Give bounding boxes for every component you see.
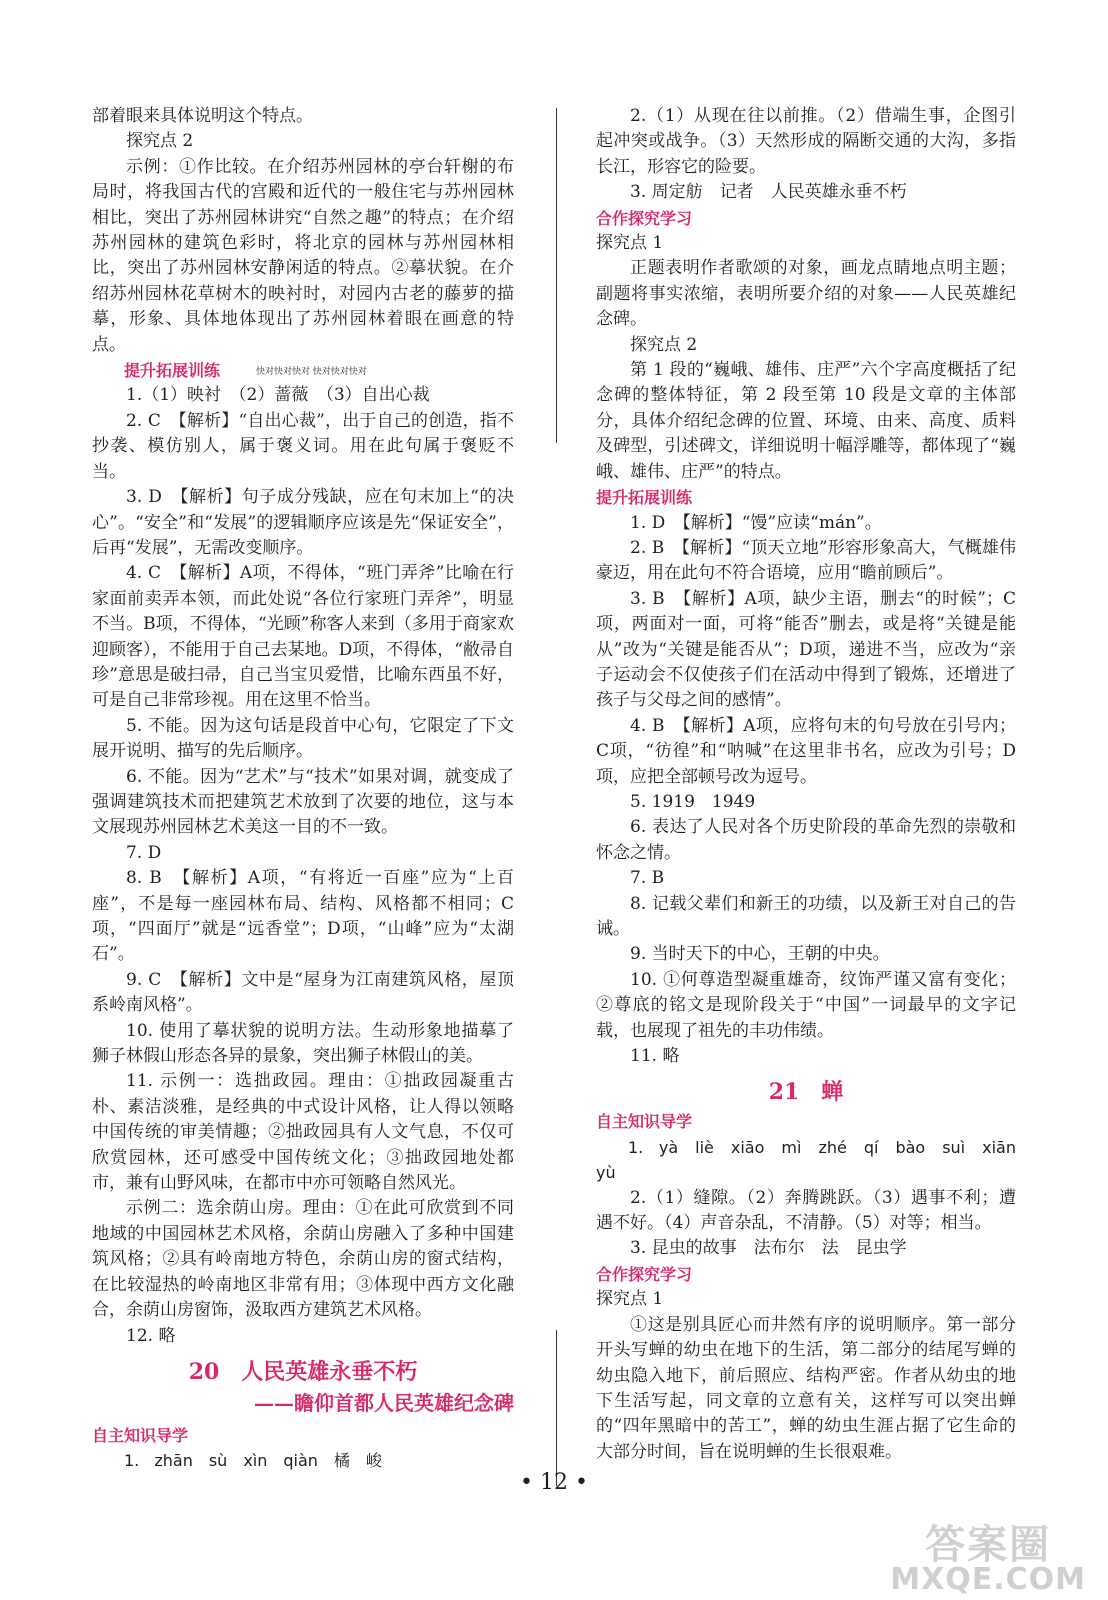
answer-item: 7. D [126, 842, 162, 863]
paragraph: 正题表明作者歌颂的对象，画龙点睛地点明主题；副题将事实浓缩，表明所要介绍的对象——人民英雄纪念碑。 [596, 258, 1016, 330]
answer-item: 2.（1）缝隙。（2）奔腾跳跃。（3）遇事不利；遭遇不好。（4）声音杂乱，不清静。（5）对等；相当。 [596, 1187, 1016, 1234]
answer-item: 10. ①何尊造型凝重雄奇，纹饰严谨又富有变化；②尊底的铭文是现阶段关于“中国”一词最早的文字记载，也展现了祖先的丰功伟绩。 [596, 969, 1016, 1041]
left-column [92, 104, 514, 1474]
section-label: 探究点 1 [596, 1289, 664, 1310]
answer-item: 5. 1919 1949 [630, 791, 756, 812]
lesson-title: 20 人民英雄永垂不朽 [188, 1358, 418, 1385]
page-number: • 12 • [520, 1470, 588, 1495]
section-label: 探究点 1 [596, 233, 664, 254]
answer-item: 10. 使用了摹状貌的说明方法。生动形象地描摹了狮子林假山形态各异的景象，突出狮子林假山的美。 [92, 1020, 514, 1067]
answer-item: 6. 不能。因为“艺术”与“技术”如果对调，就变成了强调建筑技术而把建筑艺术放到了次要的地位，这与本文展现苏州园林艺术美这一目的不一致。 [92, 766, 514, 838]
paragraph: 示例：①作比较。在介绍苏州园林的亭台轩榭的布局时，将我国古代的宫殿和近代的一般住宅与苏州园林相比，突出了苏州园林讲究“自然之趣”的特点；在介绍苏州园林的建筑色彩时，将北京的园林与苏州园林相比，突出了苏州园林安静闲适的特点。②摹状貌。在介绍苏州园林花草树木的映衬时，对园内古老的藤萝的描摹，形象、具体地体现出了苏州园林着眼在画意的特点。 [92, 156, 514, 355]
answer-item: 8. B 【解析】A项，“有将近一百座”应为“上百座”，不是每一座园林布局、结构、风格都不相同；C项，“四面厅”就是“远香堂”；D项，“山峰”应为“太湖石”。 [92, 868, 514, 965]
answer-item: 3. 周定舫 记者 人民英雄永垂不朽 [630, 182, 907, 203]
answer-item: 8. 记载父辈们和新王的功绩，以及新王对自己的告诫。 [596, 893, 1016, 939]
right-column [596, 104, 1033, 1465]
section-heading-cooperative: 合作探究学习 [596, 1264, 693, 1284]
answer-item: 4. B 【解析】A项，应将句末的句号放在引号内；C项，“彷徨”和“呐喊”在这里非书名，应改为引号；D项，应把全部顿号改为逗号。 [596, 715, 1016, 787]
answer-item: 3. B 【解析】A项，缺少主语，删去“的时候”；C项，两面对一面，可将“能否”删去，或是将“关键是能从”改为“关键是能否从”；D项，递进不当，应改为“亲子运动会不仅使孩子们在活动中得到了锻炼，还增进了孩子与父母之间的感情”。 [596, 588, 1016, 711]
answer-item: 9. 当时天下的中心，王朝的中央。 [630, 944, 890, 965]
answer-item: 12. 略 [126, 1325, 176, 1346]
answer-item: 5. 不能。因为这句话是段首中心句，它限定了下文展开说明、描写的先后顺序。 [92, 715, 514, 762]
watermark-text: 答案圈 [925, 1522, 1052, 1568]
answer-item: 11. 示例一：选拙政园。理由：①拙政园凝重古朴、素洁淡雅，是经典的中式设计风格，让人得以领略中国传统的审美情趣；②拙政园具有人文气息，不仅可欣赏园林，还可感受中国传统文化；③拙政园地处都市，兼有山野风味，在都市中亦可领略自然风光。 [92, 1071, 514, 1194]
answer-item: 4. C 【解析】A项，不得体，“班门弄斧”比喻在行家面前卖弄本领，而此处说“各位行家班门弄斧”，明显不当。B项，不得体，“光顾”称客人来到（多用于商家欢迎顾客），不能用于自己去某地。D项，不得体，“敝帚自珍”意思是破扫帚，自己当宝贝爱惜，比喻东西虽不好，可是自己非常珍视。用在这里不恰当。 [92, 563, 514, 711]
section-heading-self-study: 自主知识导学 [596, 1112, 693, 1132]
lesson-subtitle: ——瞻仰首都人民英雄纪念碑 [254, 1390, 514, 1415]
answer-item: 示例二：选余荫山房。理由：①在此可欣赏到不同地域的中国园林艺术风格，余荫山房融入了多种中国建筑风格；②具有岭南地方特色，余荫山房的窗式结构，在比较湿热的岭南地区非常有用；③体现中西方文化融合，余荫山房窗饰，汲取西方建筑艺术风格。 [92, 1198, 514, 1321]
answer-item: 2. C 【解析】“自出心裁”，出于自己的创造，指不抄袭、模仿别人，属于褒义词。用在此句属于褒贬不当。 [92, 410, 514, 482]
pinyin-answer: 1. yà liè xiāo mì zhé qí bào suì xiān yù [596, 1137, 1033, 1183]
section-heading-training: 提升拓展训练 [596, 488, 693, 508]
section-heading-cooperative: 合作探究学习 [596, 208, 693, 228]
lesson-title: 21 蝉 [768, 1079, 844, 1106]
section-label: 探究点 2 [630, 334, 698, 355]
paragraph: ①这是别具匠心而井然有序的说明顺序。第一部分开头写蝉的幼虫在地下的生活，第二部分的结尾写蝉的幼虫隐入地下，前后照应、结构严密。作者从幼虫的地下生活写起，同文章的立意有关，这样写可以突出蝉的“四年黑暗中的苦工”，蝉的幼虫生涯占据了它生命的大部分时间，旨在说明蝉的生长很艰难。 [596, 1314, 1016, 1462]
pinyin-answer: 1. zhān sù xìn qiàn 橘 峻 [124, 1451, 382, 1471]
answer-item: 3. 昆虫的故事 法布尔 法 昆虫学 [630, 1238, 907, 1259]
answer-item: 6. 表达了人民对各个历史阶段的革命先烈的崇敬和怀念之情。 [596, 817, 1016, 863]
paragraph: 部着眼来具体说明这个特点。 [92, 106, 313, 126]
column-divider-bottom [556, 1330, 557, 1486]
answer-item: 2. B 【解析】“顶天立地”形容形象高大，气概雄伟豪迈，用在此句不符合语境，应用“瞻前顾后”。 [596, 537, 1016, 584]
answer-item: 1.（1）映衬 （2）蔷薇 （3）自出心裁 [126, 385, 430, 406]
answer-item: 3. D 【解析】句子成分残缺，应在句末加上“的决心”。“安全”和“发展”的逻辑顺序应该是先“保证安全”，后再“发展”，无需改变顺序。 [92, 487, 514, 558]
answer-item: 1. D 【解析】“馒”应读“mán”。 [630, 512, 882, 533]
section-label: 探究点 2 [126, 131, 194, 152]
column-divider-top [556, 108, 557, 443]
answer-item: 2.（1）从现在往以前推。（2）借端生事，企图引起冲突或战争。（3）天然形成的隔断交通的大沟，多指长江，形容它的险要。 [596, 106, 1016, 177]
answer-item: 7. B [630, 868, 665, 889]
answer-item: 11. 略 [630, 1046, 680, 1067]
answer-item: 9. C 【解析】文中是“屋身为江南建筑风格，屋顶系岭南风格”。 [92, 969, 514, 1016]
heading-note: 快对快对快对 快对快对快对 [256, 366, 367, 377]
paragraph: 第 1 段的“巍峨、雄伟、庄严”六个字高度概括了纪念碑的整体特征，第 2 段至第 10 段是文章的主体部分，具体介绍纪念碑的位置、环境、由来、高度、质料及碑型，引述碑文，详细说明十幅浮雕等，都体现了“巍峨、雄伟、庄严”的特点。 [596, 360, 1016, 482]
watermark-logo [890, 1522, 1086, 1597]
section-heading-training: 提升拓展训练 快对快对快对 快对快对快对 [124, 361, 367, 381]
watermark-url: MXQE.COM [890, 1562, 1086, 1597]
section-heading-self-study: 自主知识导学 [92, 1425, 189, 1445]
